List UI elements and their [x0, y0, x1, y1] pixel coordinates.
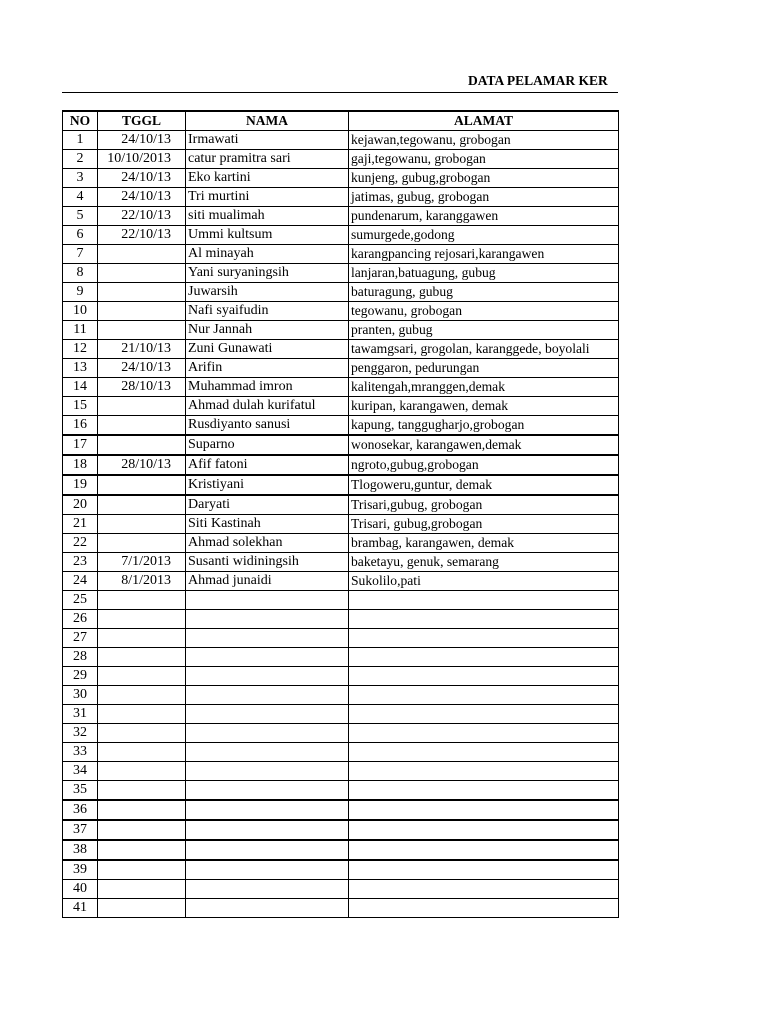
cell-no: 23 — [63, 553, 98, 572]
cell-no: 22 — [63, 534, 98, 553]
cell-tggl — [98, 820, 186, 840]
table-row — [63, 840, 619, 860]
cell-nama: Ahmad solekhan — [186, 534, 349, 553]
cell-no: 20 — [63, 495, 98, 515]
table-row — [63, 435, 619, 455]
cell-no: 15 — [63, 397, 98, 416]
cell-nama: Arifin — [186, 359, 349, 378]
cell-alamat — [349, 820, 619, 840]
cell-nama: Kristiyani — [186, 475, 349, 495]
cell-tggl — [98, 264, 186, 283]
table-row — [63, 455, 619, 475]
cell-alamat: tawamgsari, grogolan, karanggede, boyolali — [349, 340, 619, 359]
cell-alamat: penggaron, pedurungan — [349, 359, 619, 378]
cell-nama — [186, 705, 349, 724]
cell-tggl — [98, 591, 186, 610]
table-row — [63, 686, 619, 705]
cell-alamat — [349, 705, 619, 724]
table-row — [63, 207, 619, 226]
cell-nama — [186, 840, 349, 860]
cell-tggl — [98, 283, 186, 302]
cell-no: 28 — [63, 648, 98, 667]
cell-no: 5 — [63, 207, 98, 226]
cell-no: 8 — [63, 264, 98, 283]
cell-alamat: kalitengah,mranggen,demak — [349, 378, 619, 397]
cell-nama: catur pramitra sari — [186, 150, 349, 169]
cell-tggl — [98, 495, 186, 515]
table-row — [63, 591, 619, 610]
cell-no: 19 — [63, 475, 98, 495]
table-row — [63, 781, 619, 801]
cell-no: 25 — [63, 591, 98, 610]
table-row — [63, 534, 619, 553]
cell-alamat: Tlogoweru,guntur, demak — [349, 475, 619, 495]
cell-alamat — [349, 591, 619, 610]
cell-no: 33 — [63, 743, 98, 762]
cell-alamat — [349, 781, 619, 801]
cell-no: 32 — [63, 724, 98, 743]
cell-nama: Zuni Gunawati — [186, 340, 349, 359]
table-row — [63, 724, 619, 743]
cell-alamat: ngroto,gubug,grobogan — [349, 455, 619, 475]
cell-alamat — [349, 724, 619, 743]
cell-nama — [186, 667, 349, 686]
cell-tggl — [98, 880, 186, 899]
table-row — [63, 226, 619, 245]
cell-nama: Afif fatoni — [186, 455, 349, 475]
table-row — [63, 515, 619, 534]
cell-nama: Susanti widiningsih — [186, 553, 349, 572]
cell-tggl: 24/10/13 — [98, 131, 186, 150]
cell-nama: Ahmad dulah kurifatul — [186, 397, 349, 416]
cell-alamat: Trisari, gubug,grobogan — [349, 515, 619, 534]
cell-no: 18 — [63, 455, 98, 475]
table-row — [63, 800, 619, 820]
cell-no: 38 — [63, 840, 98, 860]
cell-no: 11 — [63, 321, 98, 340]
cell-nama — [186, 899, 349, 918]
cell-nama: Tri murtini — [186, 188, 349, 207]
cell-alamat — [349, 610, 619, 629]
cell-no: 3 — [63, 169, 98, 188]
cell-nama — [186, 762, 349, 781]
table-row — [63, 743, 619, 762]
cell-alamat — [349, 629, 619, 648]
cell-nama — [186, 724, 349, 743]
cell-nama: Al minayah — [186, 245, 349, 264]
cell-no: 16 — [63, 416, 98, 436]
cell-tggl: 8/1/2013 — [98, 572, 186, 591]
cell-no: 27 — [63, 629, 98, 648]
table-row — [63, 264, 619, 283]
cell-tggl — [98, 781, 186, 801]
cell-no: 4 — [63, 188, 98, 207]
header-row — [63, 111, 619, 131]
cell-nama — [186, 629, 349, 648]
cell-no: 6 — [63, 226, 98, 245]
cell-nama: Irmawati — [186, 131, 349, 150]
table-row — [63, 131, 619, 150]
cell-alamat: jatimas, gubug, grobogan — [349, 188, 619, 207]
table-body — [63, 131, 619, 918]
cell-no: 13 — [63, 359, 98, 378]
cell-tggl — [98, 397, 186, 416]
cell-no: 9 — [63, 283, 98, 302]
cell-tggl: 28/10/13 — [98, 378, 186, 397]
cell-no: 34 — [63, 762, 98, 781]
cell-no: 2 — [63, 150, 98, 169]
cell-tggl — [98, 435, 186, 455]
cell-tggl — [98, 705, 186, 724]
table-row — [63, 169, 619, 188]
cell-tggl — [98, 899, 186, 918]
cell-no: 21 — [63, 515, 98, 534]
cell-tggl: 10/10/2013 — [98, 150, 186, 169]
cell-alamat — [349, 840, 619, 860]
cell-no: 1 — [63, 131, 98, 150]
table-row — [63, 302, 619, 321]
header-alamat: ALAMAT — [349, 111, 619, 131]
table-row — [63, 553, 619, 572]
cell-no: 36 — [63, 800, 98, 820]
cell-no: 37 — [63, 820, 98, 840]
cell-alamat: kuripan, karangawen, demak — [349, 397, 619, 416]
table-row — [63, 188, 619, 207]
cell-nama — [186, 820, 349, 840]
table-row — [63, 378, 619, 397]
cell-alamat: pundenarum, karanggawen — [349, 207, 619, 226]
cell-nama: Muhammad imron — [186, 378, 349, 397]
cell-tggl — [98, 860, 186, 880]
cell-tggl — [98, 648, 186, 667]
cell-alamat — [349, 800, 619, 820]
cell-no: 41 — [63, 899, 98, 918]
cell-tggl: 24/10/13 — [98, 188, 186, 207]
document-title: DATA PELAMAR KER — [468, 73, 608, 88]
cell-no: 35 — [63, 781, 98, 801]
cell-nama — [186, 880, 349, 899]
cell-nama — [186, 781, 349, 801]
cell-nama: Siti Kastinah — [186, 515, 349, 534]
cell-tggl — [98, 840, 186, 860]
cell-no: 10 — [63, 302, 98, 321]
cell-tggl — [98, 724, 186, 743]
cell-nama — [186, 800, 349, 820]
table-row — [63, 880, 619, 899]
cell-nama: Suparno — [186, 435, 349, 455]
cell-tggl — [98, 321, 186, 340]
cell-alamat: kunjeng, gubug,grobogan — [349, 169, 619, 188]
table-row — [63, 860, 619, 880]
cell-nama: Ahmad junaidi — [186, 572, 349, 591]
cell-alamat: lanjaran,batuagung, gubug — [349, 264, 619, 283]
cell-tggl: 28/10/13 — [98, 455, 186, 475]
table-row — [63, 572, 619, 591]
cell-nama — [186, 591, 349, 610]
cell-alamat: brambag, karangawen, demak — [349, 534, 619, 553]
cell-alamat: wonosekar, karangawen,demak — [349, 435, 619, 455]
cell-alamat — [349, 860, 619, 880]
cell-no: 17 — [63, 435, 98, 455]
table-row — [63, 820, 619, 840]
header-no: NO — [63, 111, 98, 131]
cell-alamat: pranten, gubug — [349, 321, 619, 340]
table-row — [63, 475, 619, 495]
cell-nama: Eko kartini — [186, 169, 349, 188]
cell-nama: Rusdiyanto sanusi — [186, 416, 349, 436]
header-nama: NAMA — [186, 111, 349, 131]
cell-tggl — [98, 762, 186, 781]
table-row — [63, 899, 619, 918]
table-row — [63, 648, 619, 667]
cell-alamat: tegowanu, grobogan — [349, 302, 619, 321]
table-row — [63, 667, 619, 686]
cell-alamat — [349, 880, 619, 899]
cell-nama — [186, 743, 349, 762]
header-tggl: TGGL — [98, 111, 186, 131]
cell-tggl — [98, 475, 186, 495]
cell-alamat: baketayu, genuk, semarang — [349, 553, 619, 572]
cell-tggl — [98, 245, 186, 264]
cell-alamat: sumurgede,godong — [349, 226, 619, 245]
title-rule — [62, 92, 618, 93]
cell-tggl: 22/10/13 — [98, 226, 186, 245]
cell-nama: Ummi kultsum — [186, 226, 349, 245]
table-row — [63, 359, 619, 378]
cell-alamat: kapung, tanggugharjo,grobogan — [349, 416, 619, 436]
cell-no: 7 — [63, 245, 98, 264]
table-row — [63, 762, 619, 781]
cell-tggl — [98, 629, 186, 648]
table-row — [63, 397, 619, 416]
cell-alamat: kejawan,tegowanu, grobogan — [349, 131, 619, 150]
cell-nama: Yani suryaningsih — [186, 264, 349, 283]
cell-alamat: karangpancing rejosari,karangawen — [349, 245, 619, 264]
cell-tggl — [98, 667, 186, 686]
cell-no: 29 — [63, 667, 98, 686]
table-row — [63, 495, 619, 515]
cell-tggl: 22/10/13 — [98, 207, 186, 226]
cell-nama — [186, 686, 349, 705]
cell-no: 31 — [63, 705, 98, 724]
cell-no: 30 — [63, 686, 98, 705]
cell-nama — [186, 610, 349, 629]
cell-alamat — [349, 762, 619, 781]
cell-alamat: gaji,tegowanu, grobogan — [349, 150, 619, 169]
cell-nama: Daryati — [186, 495, 349, 515]
cell-tggl — [98, 686, 186, 705]
cell-alamat — [349, 743, 619, 762]
table-row — [63, 340, 619, 359]
table-row — [63, 283, 619, 302]
table-row — [63, 245, 619, 264]
cell-no: 14 — [63, 378, 98, 397]
cell-nama — [186, 648, 349, 667]
cell-alamat: Trisari,gubug, grobogan — [349, 495, 619, 515]
cell-tggl — [98, 534, 186, 553]
cell-tggl: 21/10/13 — [98, 340, 186, 359]
cell-tggl — [98, 515, 186, 534]
cell-nama — [186, 860, 349, 880]
cell-alamat — [349, 899, 619, 918]
applicant-table — [62, 110, 619, 918]
cell-no: 12 — [63, 340, 98, 359]
cell-no: 26 — [63, 610, 98, 629]
cell-no: 24 — [63, 572, 98, 591]
table-row — [63, 705, 619, 724]
cell-no: 39 — [63, 860, 98, 880]
cell-tggl — [98, 800, 186, 820]
cell-tggl — [98, 610, 186, 629]
table-row — [63, 416, 619, 436]
cell-tggl: 7/1/2013 — [98, 553, 186, 572]
cell-nama: Nur Jannah — [186, 321, 349, 340]
cell-tggl — [98, 743, 186, 762]
cell-tggl: 24/10/13 — [98, 359, 186, 378]
cell-alamat — [349, 686, 619, 705]
cell-alamat — [349, 667, 619, 686]
cell-alamat: baturagung, gubug — [349, 283, 619, 302]
table-row — [63, 629, 619, 648]
cell-tggl — [98, 416, 186, 436]
cell-no: 40 — [63, 880, 98, 899]
cell-nama: siti mualimah — [186, 207, 349, 226]
cell-tggl: 24/10/13 — [98, 169, 186, 188]
cell-tggl — [98, 302, 186, 321]
cell-alamat: Sukolilo,pati — [349, 572, 619, 591]
table-row — [63, 321, 619, 340]
table-row — [63, 610, 619, 629]
cell-nama: Nafi syaifudin — [186, 302, 349, 321]
cell-nama: Juwarsih — [186, 283, 349, 302]
table-row — [63, 150, 619, 169]
cell-alamat — [349, 648, 619, 667]
